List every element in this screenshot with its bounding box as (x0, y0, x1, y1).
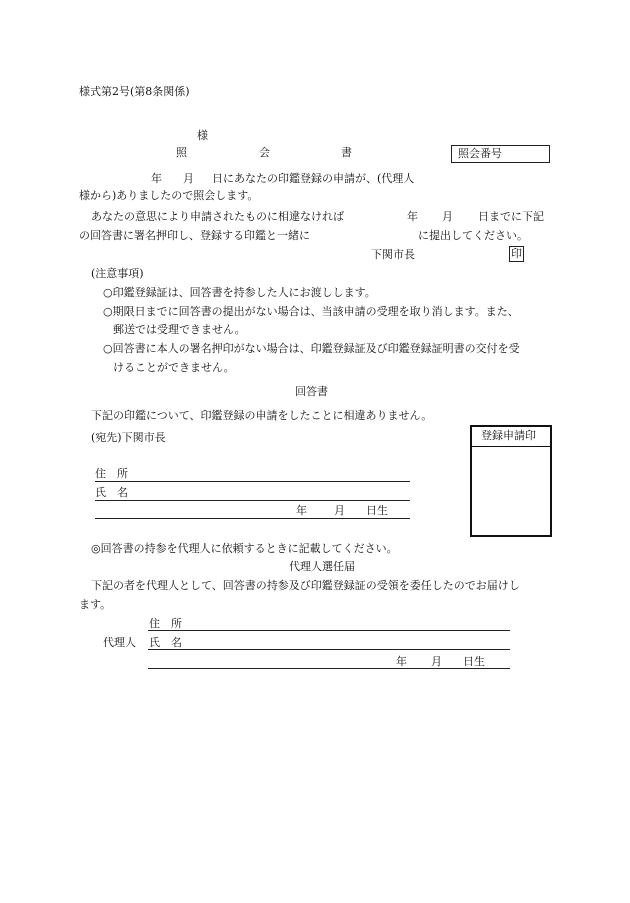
reply-name-field[interactable] (95, 500, 410, 501)
reply-statement: 下記の印鑑について、印鑑登録の申請をしたことに相違ありません。 (91, 409, 433, 422)
proxy-statement-line1: 下記の者を代理人として、回答書の持参及び印鑑登録証の受領を委任したのでお届けし (91, 579, 520, 592)
note-item-3-line1: ○回答書に本人の署名押印がない場合は、印鑑登録証及び印鑑登録証明書の交付を受 (103, 342, 520, 355)
inquiry-number-box[interactable] (451, 145, 550, 163)
proxy-title: 代理人選任届 (289, 560, 355, 573)
proxy-name-field[interactable] (148, 649, 510, 650)
inquiry-line2: 様から)ありましたので照会します。 (79, 189, 259, 202)
proxy-birth-month: 月 (431, 655, 442, 668)
note-item-1: ○印鑑登録証は、回答書を持参した人にお渡しします。 (103, 286, 376, 299)
inquiry-line3-text: あなたの意思により申請されたものに相違なければ (91, 210, 344, 223)
deadline-month: 月 (442, 210, 453, 223)
proxy-name-label: 氏 名 (149, 636, 182, 649)
reply-birth-day: 日生 (366, 504, 388, 517)
reply-title: 回答書 (295, 385, 328, 398)
note-item-2-line1: ○期限日までに回答書の提出がない場合は、当該申請の受理を取り消します。また、 (103, 305, 519, 318)
recipient-suffix: 様 (197, 129, 208, 142)
reply-address-label: 住 所 (95, 467, 128, 480)
form-number: 様式第2号(第8条関係) (79, 85, 190, 98)
reply-birthdate-field[interactable] (95, 518, 410, 519)
reply-birth-month: 月 (334, 504, 345, 517)
reply-birth-year: 年 (296, 504, 307, 517)
inquiry-line4-suffix: に提出してください。 (418, 229, 528, 242)
deadline-year: 年 (407, 210, 418, 223)
inquiry-year: 年 (151, 172, 162, 185)
title-char-2: 会 (259, 146, 270, 159)
notes-heading: (注意事項) (91, 267, 144, 280)
reply-addressee: (宛先)下関市長 (91, 431, 166, 444)
proxy-note: ◎回答書の持参を代理人に依頼するときに記載してください。 (91, 542, 398, 555)
reply-name-label: 氏 名 (95, 486, 128, 499)
registration-seal-label: 登録申請印 (481, 429, 536, 442)
proxy-birth-day: 日生 (463, 655, 485, 668)
mayor-name: 下関市長 (371, 248, 415, 261)
reply-address-field[interactable] (95, 481, 410, 482)
inquiry-line4-text: の回答書に署名押印し、登録する印鑑と一緒に (79, 229, 310, 242)
proxy-address-field[interactable] (148, 630, 510, 631)
registration-seal-box[interactable] (470, 425, 552, 537)
inquiry-day-text: 日にあなたの印鑑登録の申請が、(代理人 (212, 172, 415, 185)
proxy-birth-year: 年 (396, 655, 407, 668)
title-char-1: 照 (176, 146, 187, 159)
note-item-2-line2: 郵送では受理できません。 (113, 323, 246, 336)
note-item-3-line2: けることができません。 (113, 361, 235, 374)
deadline-day-text: 日までに下記 (478, 210, 544, 223)
proxy-birthdate-field[interactable] (148, 668, 510, 669)
inquiry-number-label: 照会番号 (458, 147, 502, 160)
proxy-address-label: 住 所 (149, 617, 182, 630)
mayor-seal-char: 印 (511, 247, 522, 260)
inquiry-month: 月 (183, 172, 194, 185)
proxy-statement-line2: ます。 (79, 598, 112, 611)
title-char-3: 書 (341, 146, 352, 159)
seal-box-divider (472, 446, 550, 447)
proxy-label: 代理人 (103, 636, 136, 649)
mayor-seal (509, 246, 524, 262)
